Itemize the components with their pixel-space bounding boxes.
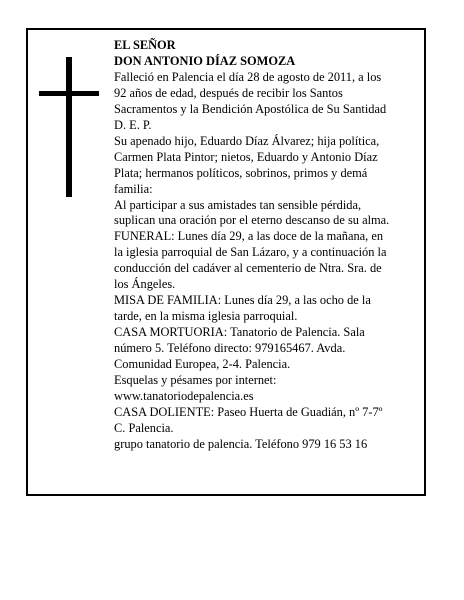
- text-line: conducción del cadáver al cementerio de Ntra. Sra. de: [114, 261, 382, 276]
- obituary-text: [114, 38, 420, 453]
- family-mass-line: MISA DE FAMILIA: Lunes día 29, a las ocho de la: [114, 293, 371, 308]
- cross-vertical-bar: [66, 57, 72, 197]
- cross-icon: [39, 57, 99, 197]
- bereaved-home-line: CASA DOLIENTE: Paseo Huerta de Guadián, nº 7-7º: [114, 404, 383, 419]
- contact-line: grupo tanatorio de palencia. Teléfono 979 16 53 16: [114, 436, 368, 451]
- text-line: suplican una oración por el eterno descanso de su alma.: [114, 213, 390, 228]
- funeral-line: FUNERAL: Lunes día 29, a las doce de la mañana, en: [114, 229, 384, 244]
- text-line: los Ángeles.: [114, 277, 176, 292]
- text-line: 92 años de edad, después de recibir los Santos: [114, 85, 343, 100]
- text-line: Sacramentos y la Bendición Apostólica de Su Santidad: [114, 101, 387, 116]
- rip-line: D. E. P.: [114, 117, 152, 132]
- text-line: Plata; hermanos políticos, sobrinos, primos y demá: [114, 165, 368, 180]
- text-line: Esquelas y pésames por internet:: [114, 373, 277, 388]
- website-line: www.tanatoriodepalencia.es: [114, 388, 254, 403]
- text-line: Comunidad Europea, 2-4. Palencia.: [114, 357, 291, 372]
- mortuary-line: CASA MORTUORIA: Tanatorio de Palencia. Sala: [114, 325, 365, 340]
- text-line: Carmen Plata Pintor; nietos, Eduardo y Antonio Díaz: [114, 149, 378, 164]
- text-line: la iglesia parroquial de San Lázaro, y a continuación la: [114, 245, 387, 260]
- text-line: tarde, en la misma iglesia parroquial.: [114, 309, 298, 324]
- text-line: Falleció en Palencia el día 28 de agosto de 2011, a los: [114, 69, 382, 84]
- text-line: Su apenado hijo, Eduardo Díaz Álvarez; hija política,: [114, 133, 380, 148]
- deceased-title: EL SEÑOR: [114, 38, 176, 52]
- text-line: C. Palencia.: [114, 420, 174, 435]
- text-line: número 5. Teléfono directo: 979165467. Avda.: [114, 341, 346, 356]
- obituary-notice: [26, 28, 426, 496]
- text-line: Al participar a sus amistades tan sensible pérdida,: [114, 197, 362, 212]
- text-line: familia:: [114, 181, 153, 196]
- cross-horizontal-bar: [39, 91, 99, 96]
- deceased-name: DON ANTONIO DÍAZ SOMOZA: [114, 53, 296, 68]
